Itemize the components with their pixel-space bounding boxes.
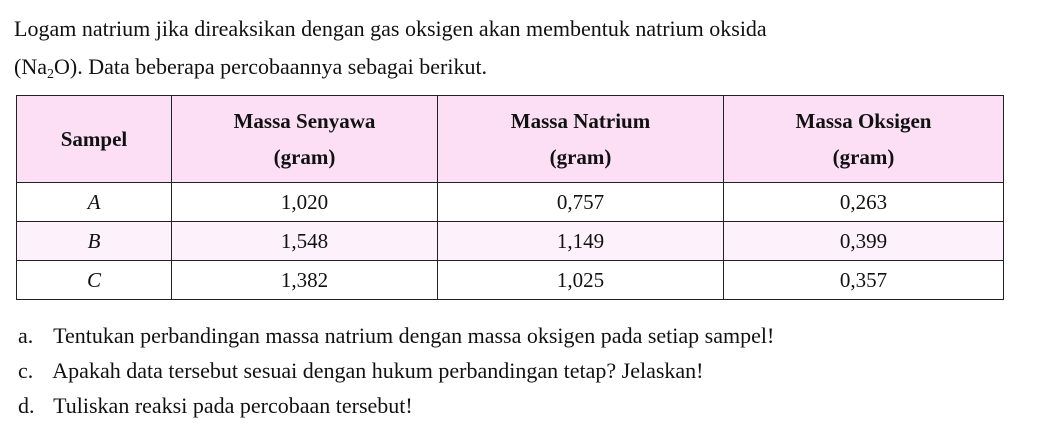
cell-sample: B — [17, 222, 172, 261]
experiment-data-table — [16, 95, 1004, 300]
question-text: Tentukan perbandingan massa natrium dengan massa oksigen pada setiap sampel! — [53, 323, 775, 348]
question-list — [18, 318, 774, 423]
intro-line-2-text: Data beberapa percobaannya sebagai berikut. — [82, 54, 488, 79]
question-item — [18, 388, 774, 423]
cell-sample: C — [17, 261, 172, 300]
cell-sample: A — [17, 183, 172, 222]
header-oxygen-mass: Massa Oksigen (gram) — [724, 96, 1004, 183]
cell-sodium-mass: 0,757 — [438, 183, 724, 222]
formula-open: (Na — [14, 54, 47, 79]
header-sodium-mass: Massa Natrium (gram) — [438, 96, 724, 183]
intro-line-1: Logam natrium jika direaksikan dengan gas oksigen akan membentuk natrium oksida — [14, 16, 767, 41]
cell-compound-mass: 1,382 — [172, 261, 438, 300]
cell-compound-mass: 1,548 — [172, 222, 438, 261]
table-row — [17, 183, 1004, 222]
cell-oxygen-mass: 0,263 — [724, 183, 1004, 222]
question-item — [18, 353, 774, 388]
cell-compound-mass: 1,020 — [172, 183, 438, 222]
table-header-row — [17, 96, 1004, 183]
table-row — [17, 261, 1004, 300]
question-text: Tuliskan reaksi pada percobaan tersebut! — [53, 393, 413, 418]
header-sample: Sampel — [17, 96, 172, 183]
cell-oxygen-mass: 0,357 — [724, 261, 1004, 300]
formula-close: O). — [53, 54, 83, 79]
header-compound-mass: Massa Senyawa (gram) — [172, 96, 438, 183]
question-letter: d. — [18, 393, 35, 418]
chemical-formula — [14, 54, 83, 82]
question-item — [18, 318, 774, 353]
table-row — [17, 222, 1004, 261]
cell-oxygen-mass: 0,399 — [724, 222, 1004, 261]
intro-line-2 — [14, 48, 1034, 86]
cell-sodium-mass: 1,149 — [438, 222, 724, 261]
question-text: Apakah data tersebut sesuai dengan hukum perbandingan tetap? Jelaskan! — [52, 358, 704, 383]
question-letter: a. — [18, 323, 34, 348]
formula-subscript: 2 — [46, 67, 54, 82]
intro-paragraph — [14, 10, 1034, 86]
question-letter: c. — [18, 358, 34, 383]
cell-sodium-mass: 1,025 — [438, 261, 724, 300]
